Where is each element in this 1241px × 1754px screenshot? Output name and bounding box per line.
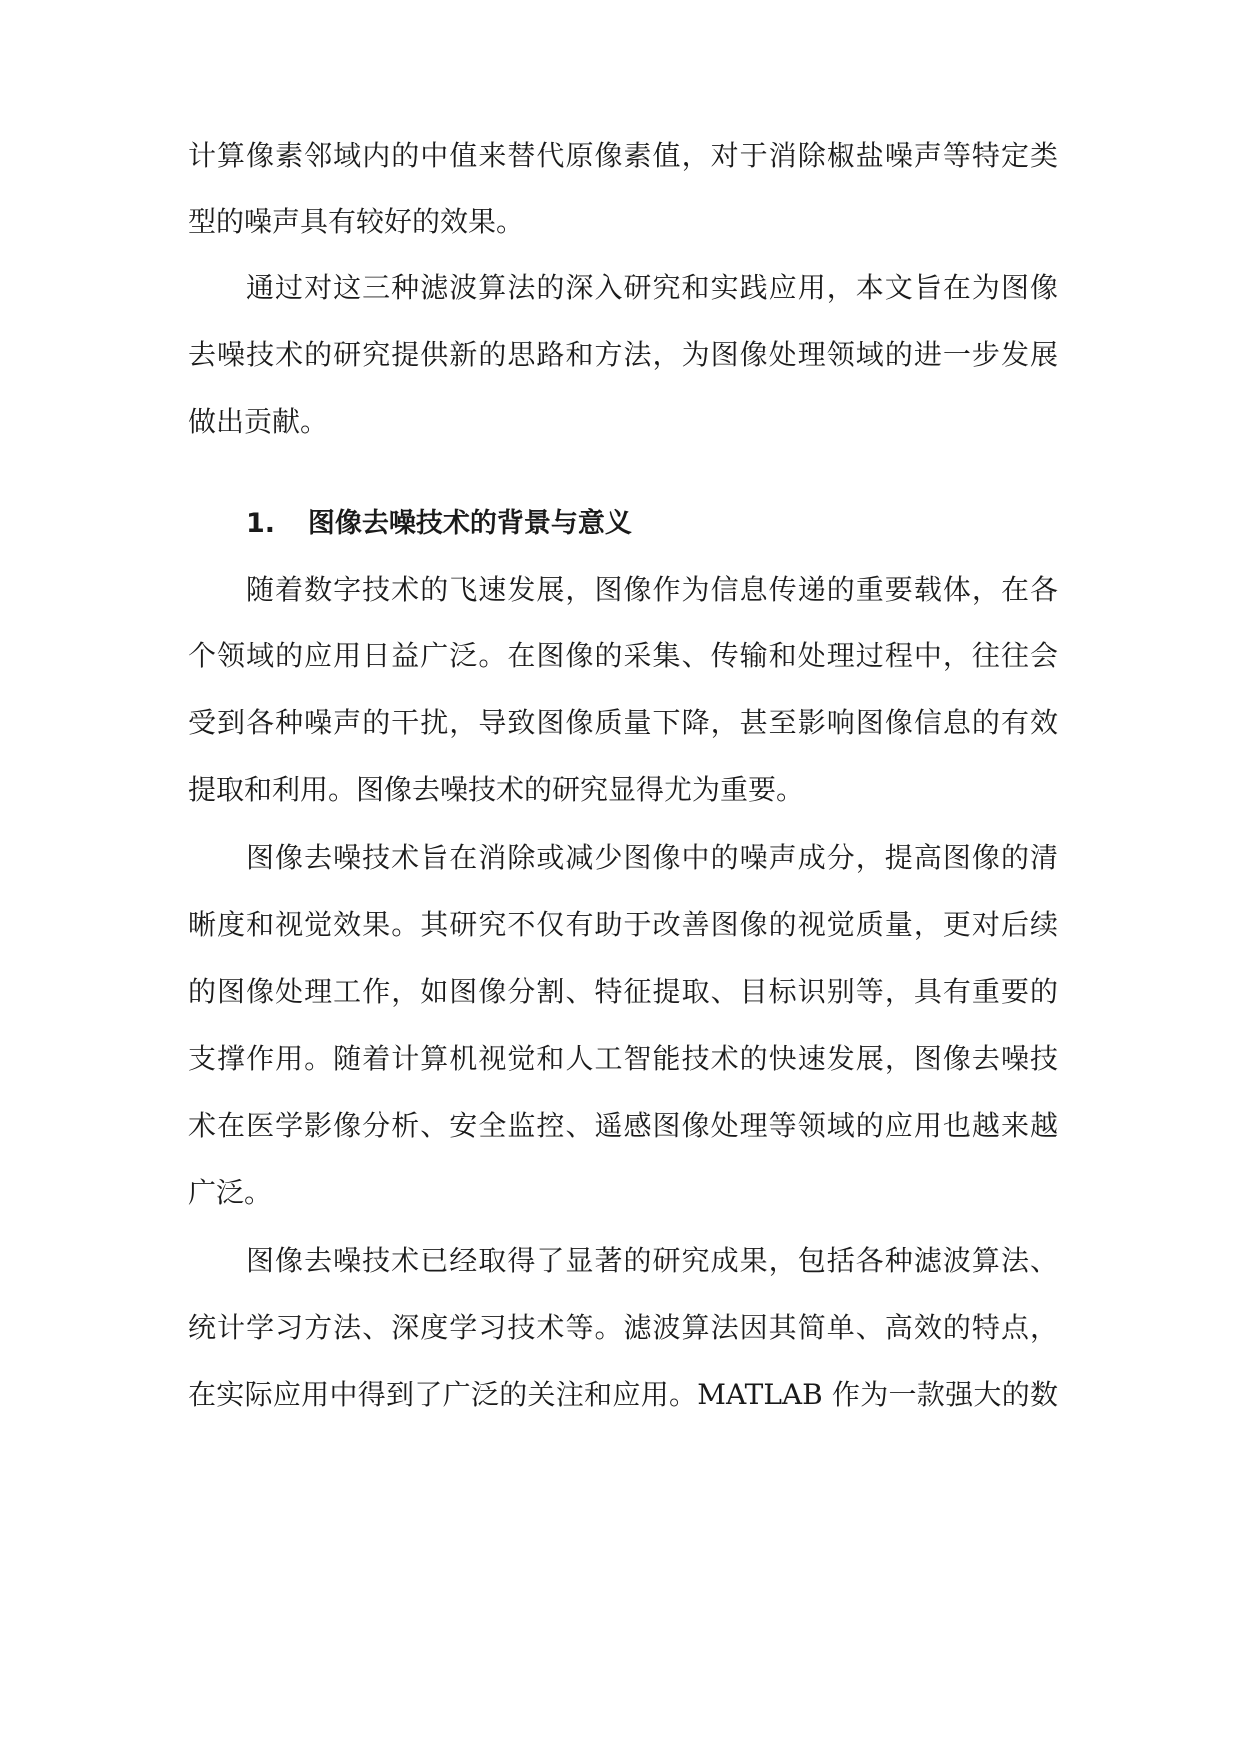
text-line: 提取和利用。图像去噪技术的研究显得尤为重要。 [188,773,805,806]
text-line: 图像去噪技术已经取得了显著的研究成果，包括各种滤波算法、 [246,1244,1058,1277]
text-line: 广泛。 [188,1176,273,1209]
section-heading [246,504,946,544]
text-line: 统计学习方法、深度学习技术等。滤波算法因其简单、高效的特点， [188,1311,1058,1344]
text-line: 计算像素邻域内的中值来替代原像素值，对于消除椒盐噪声等特定类 [188,139,1058,172]
text-line: 在实际应用中得到了广泛的关注和应用。MATLAB 作为一款强大的数 [188,1378,1058,1411]
section-title: 图像去噪技术的背景与意义 [307,508,632,539]
text-line: 图像去噪技术旨在消除或减少图像中的噪声成分，提高图像的清 [246,841,1058,874]
text-line: 的图像处理工作，如图像分割、特征提取、目标识别等，具有重要的 [188,975,1058,1008]
text-line: 通过对这三种滤波算法的深入研究和实践应用，本文旨在为图像 [246,271,1058,304]
text-line: 去噪技术的研究提供新的思路和方法，为图像处理领域的进一步发展 [188,338,1058,371]
text-line: 支撑作用。随着计算机视觉和人工智能技术的快速发展，图像去噪技 [188,1042,1058,1075]
text-line: 做出贡献。 [188,405,329,438]
text-line: 术在医学影像分析、安全监控、遥感图像处理等领域的应用也越来越 [188,1109,1058,1142]
text-line: 受到各种噪声的干扰，导致图像质量下降，甚至影响图像信息的有效 [188,706,1058,739]
text-line: 晰度和视觉效果。其研究不仅有助于改善图像的视觉质量，更对后续 [188,908,1058,941]
text-line: 个领域的应用日益广泛。在图像的采集、传输和处理过程中，往往会 [188,639,1058,672]
text-line: 型的噪声具有较好的效果。 [188,205,525,238]
section-number: 1. [246,508,276,539]
text-line: 随着数字技术的飞速发展，图像作为信息传递的重要载体，在各 [246,573,1058,606]
